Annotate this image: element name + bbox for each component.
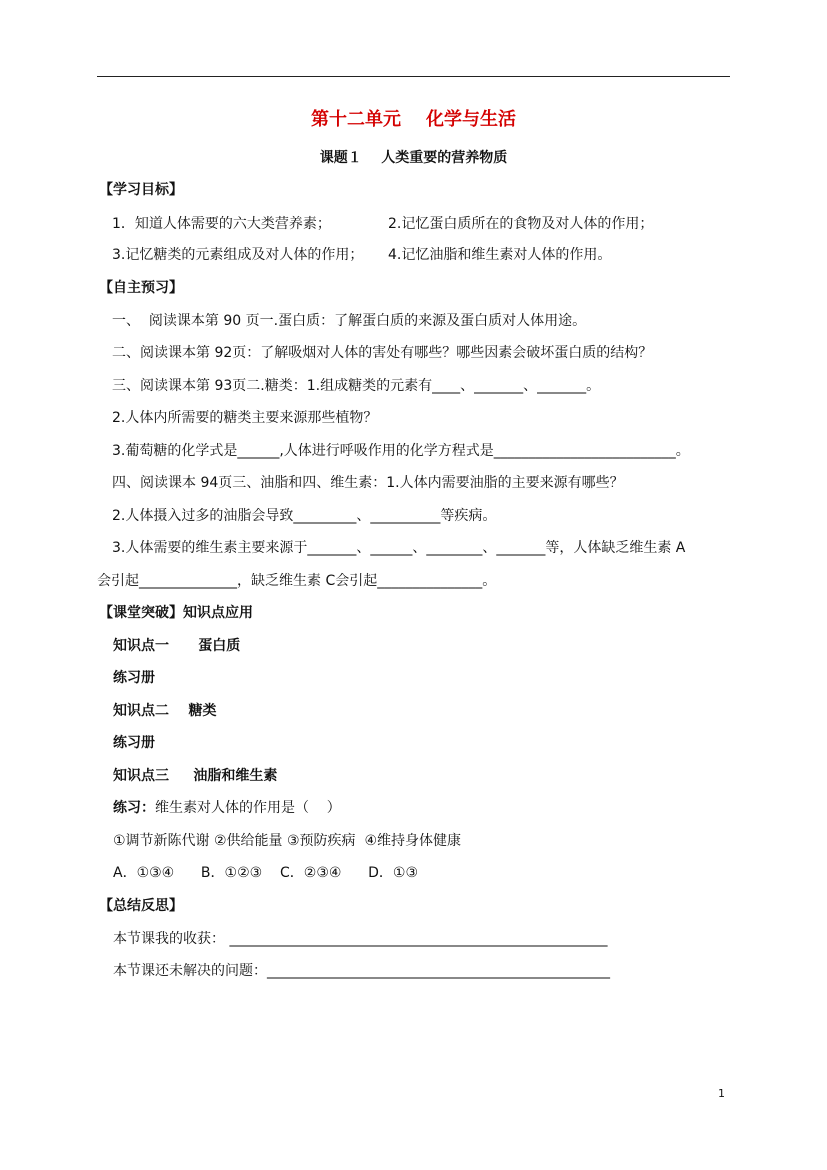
header-rule (97, 76, 730, 77)
exercise-options: ①调节新陈代谢 ②供给能量 ③预防疾病 ④维持身体健康 (113, 833, 462, 849)
exercise-label: 练习： (113, 800, 155, 816)
preview-line-2: 二、阅读课本第 92页：了解吸烟对人体的害处有哪些？哪些因素会破坏蛋白质的结构？ (112, 345, 653, 361)
exercise-question (113, 798, 341, 818)
document-title: 第十二单元 化学与生活 (310, 109, 517, 130)
class-heading (99, 603, 253, 623)
knowledge-point-2: 知识点二 糖类 (113, 703, 217, 719)
knowledge-point-1: 知识点一 蛋白质 (113, 638, 241, 654)
summary-unsolved: 本节课还未解决的问题：_________________________________________________ (113, 963, 610, 979)
lesson-subtitle: 课题１ 人类重要的营养物质 (319, 150, 508, 166)
preview-line-7: 2.人体摄入过多的油脂会导致_________、__________等疾病。 (112, 508, 497, 524)
preview-heading: 【自主预习】 (99, 280, 183, 296)
knowledge-point-2-exercise: 练习册 (113, 735, 155, 751)
goal-2: 2.记忆蛋白质所在的食物及对人体的作用； (388, 216, 654, 232)
exercise-answers: A．①③④ B．①②③ C．②③④ D．①③ (113, 865, 418, 881)
preview-line-6: 四、阅读课本 94页三、油脂和四、维生素：1.人体内需要油脂的主要来源有哪些？ (112, 475, 624, 491)
page-number: 1 (718, 1087, 725, 1100)
preview-line-5: 3.葡萄糖的化学式是______,人体进行呼吸作用的化学方程式是__________________________。 (112, 443, 690, 459)
goal-4: 4.记忆油脂和维生素对人体的作用。 (388, 247, 612, 263)
knowledge-point-3: 知识点三 油脂和维生素 (113, 768, 278, 784)
preview-line-9: 会引起______________，缺乏维生素 C会引起_______________。 (97, 573, 497, 589)
goals-heading: 【学习目标】 (99, 182, 183, 198)
goal-1: 1．知道人体需要的六大类营养素； (112, 216, 331, 232)
class-heading-suffix: 知识点应用 (183, 605, 253, 621)
class-heading-label: 【课堂突破】 (99, 605, 183, 621)
summary-gains: 本节课我的收获： ______________________________________________________ (113, 931, 608, 947)
preview-line-8: 3.人体需要的维生素主要来源于_______、______、________、_______等，人体缺乏维生素 A (112, 540, 686, 556)
preview-line-1: 一、 阅读课本第 90 页一.蛋白质：了解蛋白质的来源及蛋白质对人体用途。 (112, 313, 587, 329)
preview-line-3: 三、阅读课本第 93页二.糖类：1.组成糖类的元素有____、_______、_______。 (112, 378, 601, 394)
summary-heading: 【总结反思】 (99, 898, 183, 914)
exercise-text: 维生素对人体的作用是（ ） (155, 800, 341, 816)
goal-3: 3.记忆糖类的元素组成及对人体的作用； (112, 247, 364, 263)
knowledge-point-1-exercise: 练习册 (113, 670, 155, 686)
preview-line-4: 2.人体内所需要的糖类主要来源那些植物？ (112, 410, 378, 426)
